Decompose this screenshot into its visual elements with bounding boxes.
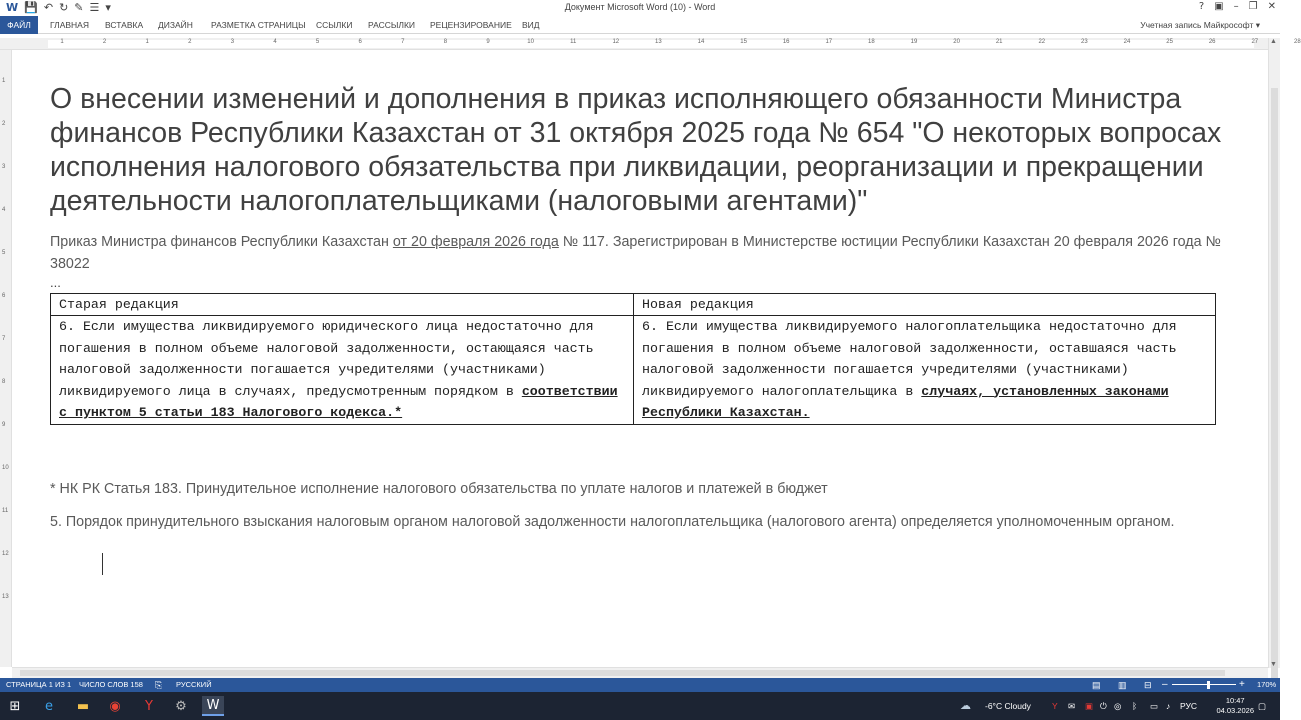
redo-icon[interactable]: ↻ bbox=[59, 1, 69, 14]
print-layout-icon[interactable]: ▥ bbox=[1118, 680, 1127, 690]
ruler-tick-label: 13 bbox=[655, 39, 662, 45]
page-count[interactable]: СТРАНИЦА 1 ИЗ 1 bbox=[6, 680, 72, 689]
vertical-ruler[interactable] bbox=[0, 50, 12, 667]
ruler-tick-label: 7 bbox=[401, 39, 405, 45]
ruler-tick-label: 20 bbox=[953, 39, 960, 45]
ruler-tick-label: 26 bbox=[1208, 39, 1216, 45]
word-count[interactable]: ЧИСЛО СЛОВ 158 bbox=[79, 680, 143, 689]
account-button[interactable]: Учетная запись Майкрософт ▾ bbox=[1140, 20, 1260, 30]
vruler-tick-label: 13 bbox=[2, 594, 9, 600]
scroll-up-icon[interactable]: ▲ bbox=[1270, 38, 1277, 45]
yandex-icon[interactable]: Y bbox=[145, 698, 153, 714]
ruler-tick-label: 1 bbox=[145, 39, 149, 45]
customize-icon[interactable]: ▾ bbox=[105, 1, 111, 14]
vruler-tick-label: 5 bbox=[2, 250, 6, 256]
edge-icon[interactable]: e bbox=[45, 698, 53, 714]
yandex-tray-icon[interactable]: Y bbox=[1052, 701, 1058, 711]
vruler-tick-label: 7 bbox=[2, 336, 6, 342]
zoom-level[interactable]: 170% bbox=[1257, 680, 1277, 689]
ruler-tick-label: 2 bbox=[188, 39, 192, 45]
ruler-tick-label: 14 bbox=[697, 39, 705, 45]
ruler-tick-label: 5 bbox=[315, 39, 320, 45]
minimize-icon[interactable]: – bbox=[1233, 1, 1239, 12]
vruler-tick-label: 11 bbox=[2, 508, 9, 514]
account-label: Учетная запись Майкрософт bbox=[1140, 20, 1254, 30]
vruler-tick-label: 4 bbox=[2, 207, 6, 213]
ruler-tick-label: 3 bbox=[230, 39, 235, 45]
language-status[interactable]: РУССКИЙ bbox=[176, 680, 212, 689]
old-edition-text: 6. Если имущества ликвидируемого юридического лица недостаточно для погашения в полном объеме налоговой задолженности, остающаяся часть налоговой задолженности погашается учредителями (участниками) ликвидируемого лица в случаях, предусмотренным порядком в bbox=[59, 319, 594, 399]
ruler-tick-label: 12 bbox=[612, 39, 620, 45]
taskbar bbox=[0, 692, 1280, 720]
subtitle-prefix: Приказ Министра финансов Республики Казахстан bbox=[50, 234, 393, 250]
weather-text[interactable]: -6°C Cloudy bbox=[985, 701, 1031, 711]
new-edition-cell bbox=[634, 316, 1216, 425]
undo-icon[interactable]: ↶ bbox=[43, 1, 54, 14]
cloud-icon[interactable]: ☁ bbox=[960, 700, 971, 712]
ruler-tick-label: 10 bbox=[527, 39, 534, 45]
document-heading: О внесении изменений и дополнения в приказ исполняющего обязанности Министра финансов Республики Казахстан от 31 октября 2025 года № 654 "О некоторых вопросах исполнения налогового обязательства при ликвидации, реорганизации и прекращении деятельности налогоплательщиками (налоговыми агентами)" bbox=[50, 83, 1222, 217]
tab-insert[interactable]: ВСТАВКА bbox=[105, 20, 144, 30]
clock-time: 10:47 bbox=[1225, 696, 1245, 705]
horizontal-scroll-thumb[interactable] bbox=[20, 670, 1225, 676]
tab-review[interactable]: РЕЦЕНЗИРОВАНИЕ bbox=[430, 20, 512, 30]
ribbon-display-icon[interactable]: ▣ bbox=[1214, 1, 1224, 12]
tray-icon-3[interactable]: ⏻ bbox=[1100, 701, 1107, 711]
tray-icon-4[interactable]: ◎ bbox=[1114, 701, 1122, 711]
zoom-slider-thumb[interactable] bbox=[1207, 681, 1210, 689]
clock-date: 04.03.2026 bbox=[1216, 706, 1254, 715]
clock[interactable] bbox=[1216, 696, 1254, 716]
window-controls bbox=[1199, 1, 1276, 12]
ruler-tick-label: 2 bbox=[102, 39, 107, 45]
old-edition-bold: соответствии с пунктом 5 статьи 183 Налогового кодекса.* bbox=[59, 383, 618, 420]
vruler-tick-label: 1 bbox=[2, 78, 6, 84]
app-icon[interactable]: ⚙ bbox=[175, 698, 187, 714]
ruler-tick-label: 6 bbox=[358, 39, 362, 45]
tab-view[interactable]: ВИД bbox=[522, 20, 540, 30]
ruler-tick-label: 24 bbox=[1123, 39, 1131, 45]
tab-mailings[interactable]: РАССЫЛКИ bbox=[368, 20, 416, 30]
new-edition-bold: случаях, установленных законами Республики Казахстан. bbox=[642, 383, 1169, 420]
close-icon[interactable]: ✕ bbox=[1267, 1, 1276, 12]
ruler-track bbox=[48, 39, 1301, 48]
tab-design[interactable]: ДИЗАЙН bbox=[158, 20, 193, 30]
ellipsis: ... bbox=[50, 275, 61, 290]
vruler-tick-label: 2 bbox=[2, 121, 6, 127]
old-edition-header: Старая редакция bbox=[51, 294, 634, 316]
window-title: Документ Microsoft Word (10) - Word bbox=[564, 2, 716, 12]
ruler-tick-label: 16 bbox=[782, 39, 790, 45]
ribbon-tabs bbox=[0, 16, 1280, 34]
ruler-tick-label: 22 bbox=[1038, 39, 1046, 45]
ruler-tick-label: 19 bbox=[910, 39, 918, 45]
table-header-row bbox=[51, 294, 1216, 316]
word-taskbar-icon[interactable]: W bbox=[202, 696, 224, 716]
text-cursor bbox=[102, 553, 103, 575]
vertical-scrollbar[interactable] bbox=[1268, 38, 1280, 668]
ruler-tick-label: 15 bbox=[740, 39, 747, 45]
help-icon[interactable]: ? bbox=[1198, 1, 1205, 12]
ruler-tick-label: 1 bbox=[60, 39, 64, 45]
comparison-table bbox=[50, 293, 1216, 425]
ruler-tick-label: 28 bbox=[1294, 39, 1301, 45]
tab-references[interactable]: ССЫЛКИ bbox=[316, 20, 353, 30]
title-bar bbox=[0, 0, 1280, 16]
ruler-tick-label: 25 bbox=[1166, 39, 1173, 45]
table-row bbox=[51, 316, 1216, 425]
start-icon[interactable]: ⊞ bbox=[9, 698, 21, 714]
vruler-tick-label: 12 bbox=[2, 551, 9, 557]
vruler-tick-label: 6 bbox=[2, 293, 6, 299]
ruler-tick-label: 27 bbox=[1251, 39, 1259, 45]
footnote: * НК РК Статья 183. Принудительное исполнение налогового обязательства по уплате налогов и платежей в бюджет bbox=[50, 481, 828, 497]
ruler-tick-label: 9 bbox=[486, 39, 490, 45]
paragraph-5: 5. Порядок принудительного взыскания налоговым органом налоговой задолженности налогоплательщика (налогового агента) определяется уполномоченным органом. bbox=[50, 514, 1175, 530]
language-indicator[interactable]: РУС bbox=[1180, 701, 1198, 711]
ruler-tick-label: 21 bbox=[995, 39, 1003, 45]
vruler-tick-label: 9 bbox=[2, 422, 6, 428]
ruler-tick-label: 4 bbox=[273, 39, 277, 45]
new-edition-text: 6. Если имущества ликвидируемого налогоплательщика недостаточно для погашения в полном объеме налоговой задолженности, оставшаяся часть налоговой задолженности погашается учредителями (участниками) ликвидируемого налогоплательщика в bbox=[642, 319, 1177, 399]
ruler-tick-label: 11 bbox=[570, 39, 577, 45]
tab-file[interactable]: ФАЙЛ bbox=[0, 16, 38, 34]
status-bar bbox=[0, 678, 1280, 692]
horizontal-ruler[interactable] bbox=[0, 38, 1301, 50]
zoom-slider[interactable] bbox=[1172, 684, 1236, 685]
tab-page-layout[interactable]: РАЗМЕТКА СТРАНИЦЫ bbox=[211, 20, 306, 30]
vertical-scroll-thumb[interactable] bbox=[1271, 88, 1278, 678]
vruler-tick-label: 3 bbox=[2, 164, 6, 170]
format-painter-icon[interactable]: ✎ bbox=[74, 1, 84, 14]
network-icon[interactable]: ▭ bbox=[1150, 701, 1159, 711]
vruler-tick-label: 8 bbox=[2, 379, 6, 385]
ruler-tick-label: 18 bbox=[868, 39, 875, 45]
word-icon: W bbox=[6, 1, 19, 14]
ruler-tick-label: 17 bbox=[825, 39, 833, 45]
web-layout-icon[interactable]: ⊟ bbox=[1144, 680, 1152, 690]
read-mode-icon[interactable]: ▤ bbox=[1092, 680, 1101, 690]
date-link[interactable]: от 20 февраля 2026 года bbox=[392, 234, 559, 250]
bluetooth-icon[interactable]: ᛒ bbox=[1132, 701, 1138, 711]
list-icon[interactable]: ☰ bbox=[89, 1, 100, 14]
scroll-down-icon[interactable]: ▼ bbox=[1270, 661, 1277, 668]
chrome-icon[interactable]: ◉ bbox=[109, 698, 121, 714]
zoom-out-button[interactable]: – bbox=[1162, 679, 1168, 690]
tray-icon-1[interactable]: ✉ bbox=[1068, 701, 1076, 711]
document-subtitle bbox=[50, 231, 1235, 275]
horizontal-scrollbar[interactable] bbox=[12, 667, 1268, 678]
restore-icon[interactable]: ❐ bbox=[1248, 1, 1258, 12]
document-page[interactable] bbox=[12, 50, 1268, 667]
proofing-icon[interactable]: ⎘ bbox=[155, 680, 163, 690]
file-explorer-icon[interactable]: ▬ bbox=[76, 698, 90, 714]
ruler-tick-label: 8 bbox=[443, 39, 448, 45]
new-edition-header: Новая редакция bbox=[634, 294, 1216, 316]
save-icon[interactable]: 💾 bbox=[24, 1, 38, 14]
tray-icon-2[interactable]: ▣ bbox=[1085, 701, 1094, 711]
zoom-in-button[interactable]: + bbox=[1239, 679, 1245, 690]
ruler-tick-label: 23 bbox=[1081, 39, 1088, 45]
notification-icon[interactable]: ▢ bbox=[1258, 701, 1267, 711]
vruler-tick-label: 10 bbox=[2, 465, 9, 471]
volume-icon[interactable]: ♪ bbox=[1166, 701, 1171, 711]
tab-home[interactable]: ГЛАВНАЯ bbox=[50, 20, 89, 30]
old-edition-cell bbox=[51, 316, 634, 425]
subtitle-suffix: № 117. Зарегистрирован в Министерстве юстиции Республики Казахстан 20 февраля 2026 года № 38022 bbox=[50, 234, 1221, 272]
